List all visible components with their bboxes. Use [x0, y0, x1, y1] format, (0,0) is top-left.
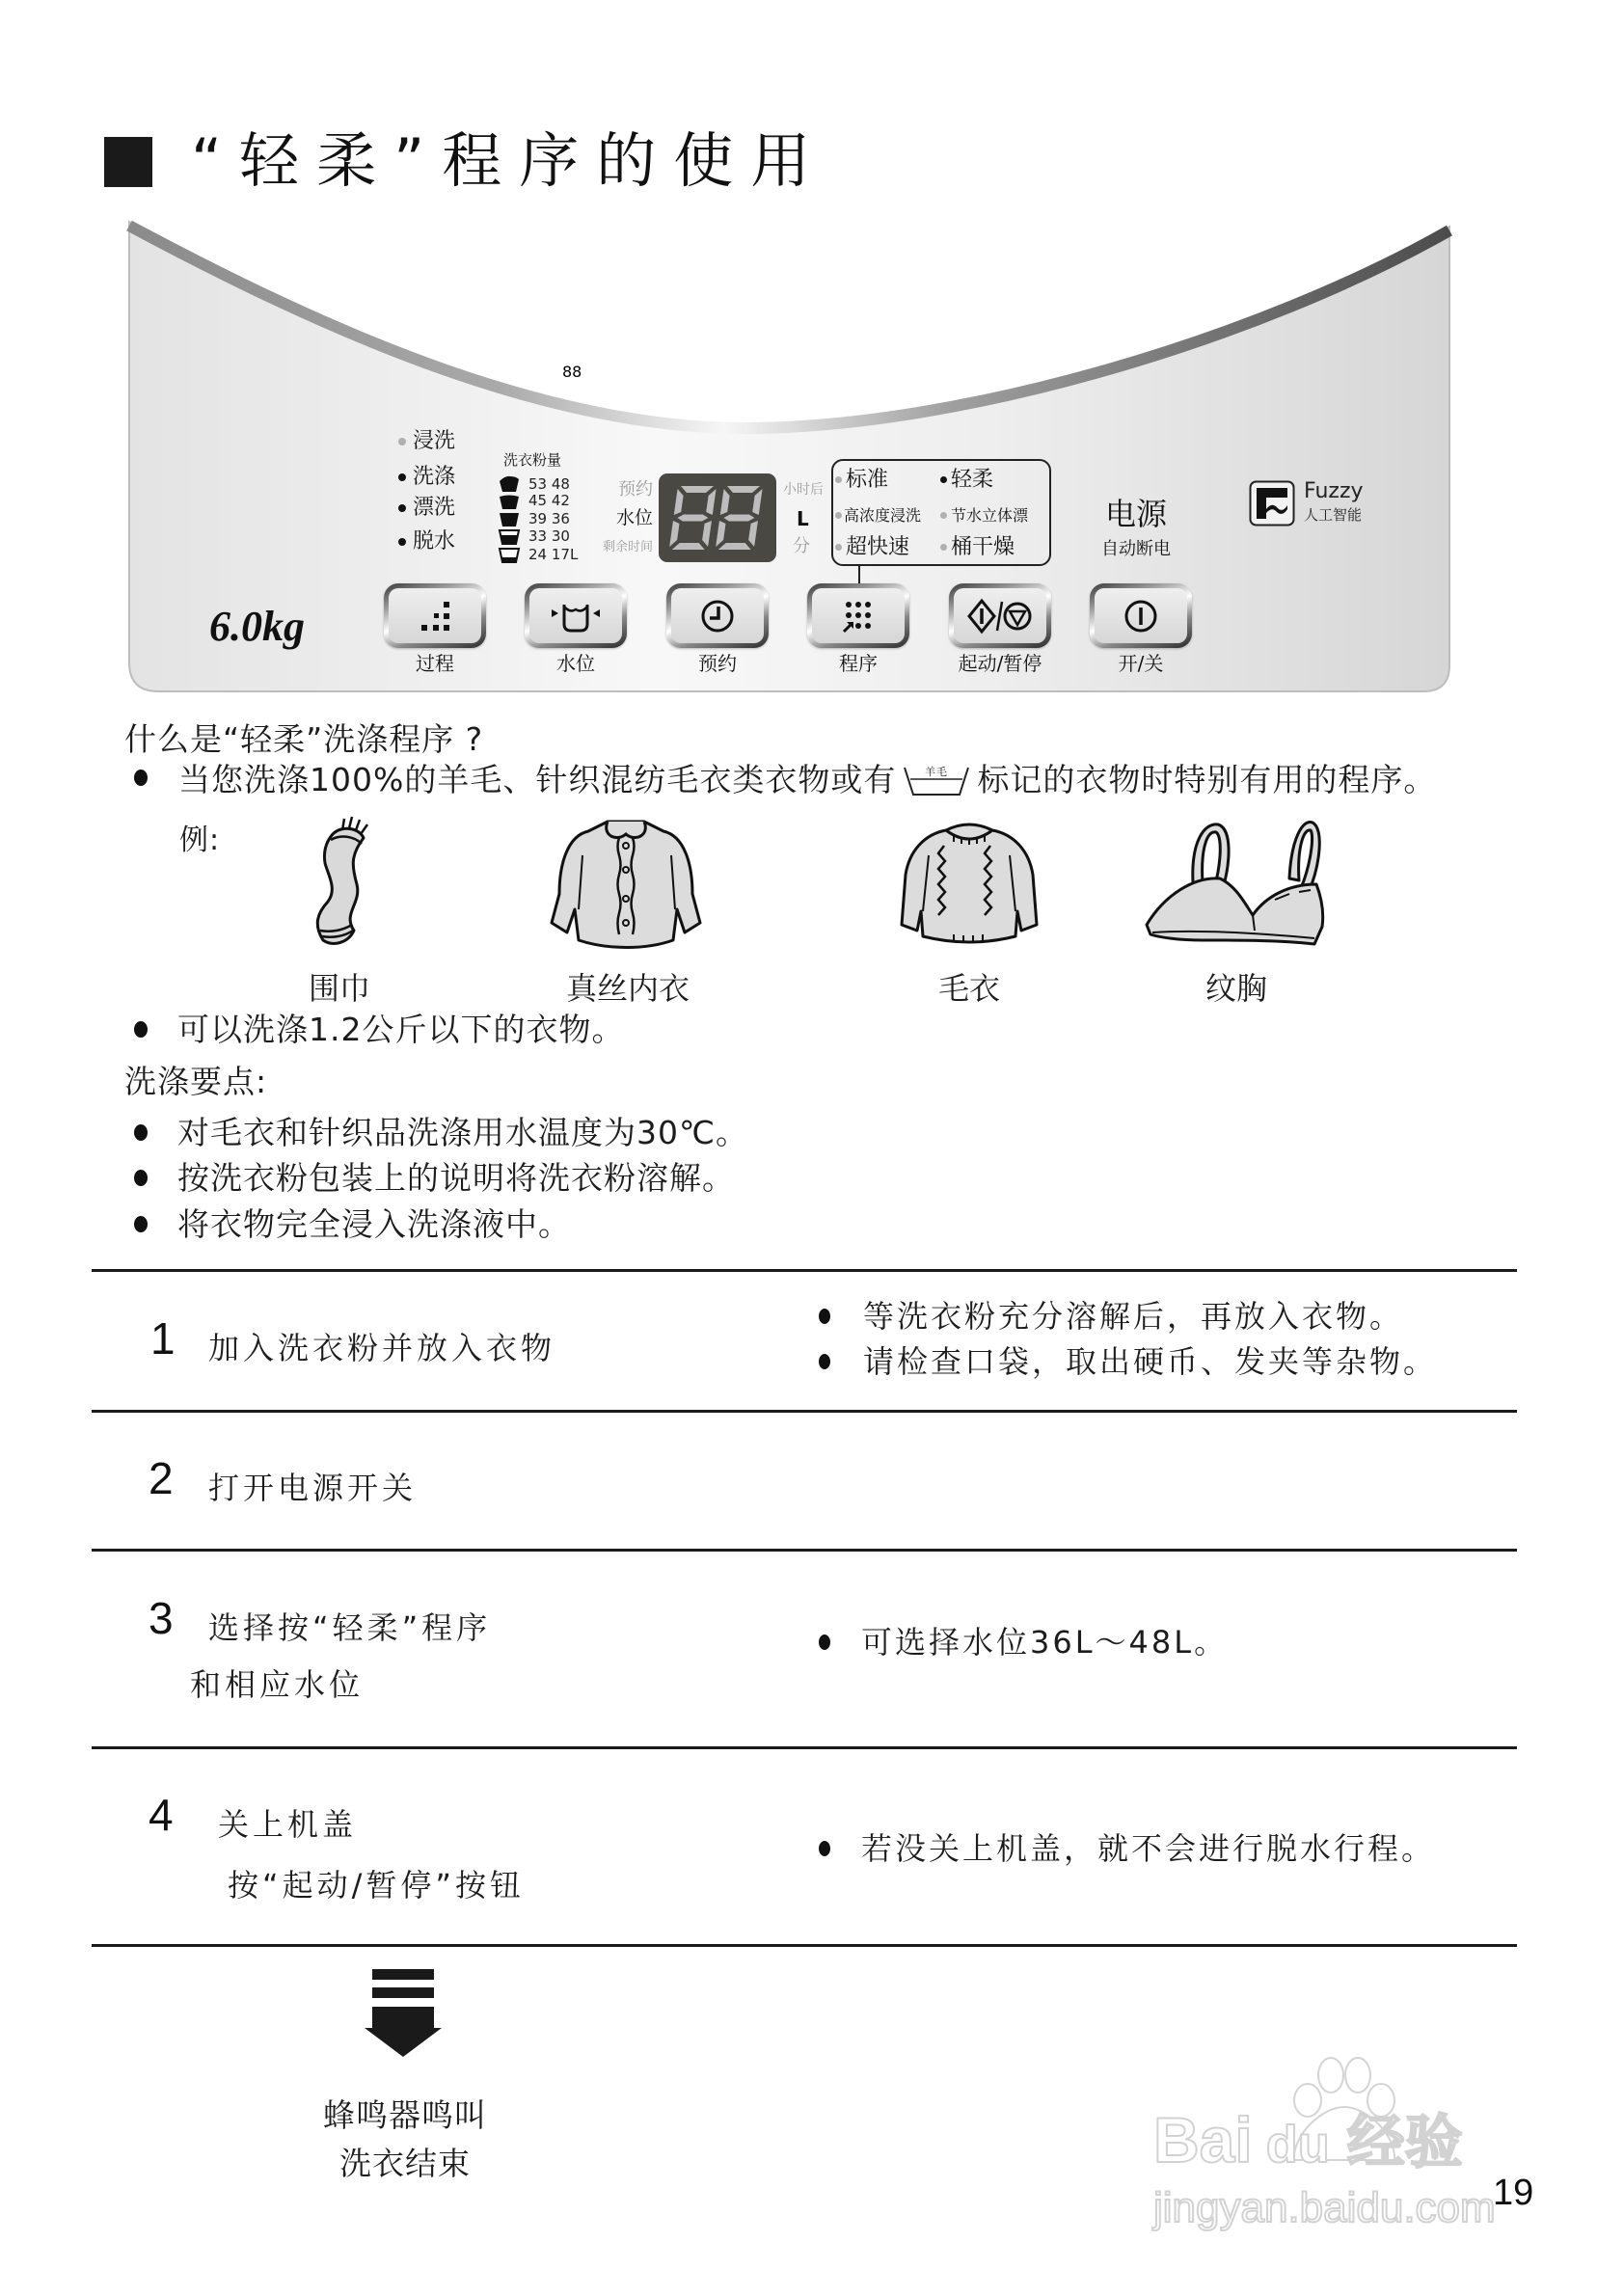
display-label-minutes: 分 — [793, 536, 810, 556]
cup-full-icon — [498, 493, 521, 510]
bullet-icon — [819, 1841, 830, 1856]
fuzzy-subtitle: 人工智能 — [1304, 506, 1363, 524]
page-number: 19 — [1493, 2173, 1534, 2213]
page-title: “轻柔”程序的使用 — [191, 125, 828, 196]
display-label-reserve: 预约 — [618, 479, 653, 500]
wool-icon-label: 羊毛 — [925, 766, 949, 778]
fuzzy-logo-icon — [1249, 480, 1295, 527]
program-grid-icon — [839, 597, 878, 635]
silk-blouse-icon — [550, 817, 702, 950]
process-button — [384, 583, 486, 648]
program-button-label: 程序 — [839, 652, 878, 675]
cup-half-icon — [498, 527, 521, 545]
indicator-dot-soak — [398, 438, 406, 446]
intro-bullet-weight: 可以洗涤1.2公斤以下的衣物。 — [177, 1011, 625, 1048]
power-icon — [1122, 597, 1160, 635]
cup-low-icon — [498, 546, 521, 563]
detergent-row-3: 39 36 — [528, 510, 570, 527]
intro-question: 什么是“轻柔”洗涤程序 ? — [124, 720, 484, 758]
program-dot-tub-dry — [940, 544, 947, 551]
display-label-liters: L — [797, 507, 809, 530]
step-divider — [92, 1549, 1517, 1552]
led-digits: 88 — [562, 363, 582, 381]
reserve-button — [666, 583, 769, 648]
program-concentrated-soak: 高浓度浸洗 — [844, 506, 922, 525]
detergent-row-1: 53 48 — [528, 475, 570, 493]
indicator-dot-spin — [398, 538, 406, 546]
process-button-label: 过程 — [416, 652, 454, 675]
cup-full-icon — [498, 510, 521, 527]
indicator-dot-wash — [398, 473, 406, 481]
watermark-brand — [1153, 2104, 1463, 2175]
display-label-water-level: 水位 — [615, 507, 653, 528]
intro-bullet-main-after: 标记的衣物时特别有用的程序。 — [977, 761, 1437, 798]
indicator-label-soak: 浸洗 — [413, 429, 456, 453]
step-instruction: 打开电源开关 — [208, 1470, 418, 1506]
step-number: 1 — [150, 1313, 176, 1364]
example-silk-blouse-label: 真丝内衣 — [565, 970, 690, 1007]
reserve-button-label: 预约 — [698, 652, 737, 675]
tip-item: 将衣物完全浸入洗涤液中。 — [177, 1205, 571, 1243]
bullet-icon — [819, 1634, 830, 1650]
finish-line-done: 洗衣结束 — [339, 2145, 471, 2182]
program-dot-water-saving-rinse — [940, 512, 947, 519]
step-instruction: 选择按“轻柔”程序 — [208, 1609, 492, 1646]
capacity-label: 6.0kg — [209, 603, 305, 650]
clock-icon — [698, 597, 737, 635]
bullet-icon — [134, 1021, 148, 1038]
step-instruction: 按“起动/暂停”按钮 — [228, 1867, 525, 1904]
start-pause-button-label: 起动/暂停 — [958, 652, 1042, 675]
indicator-label-spin: 脱水 — [413, 529, 456, 554]
step-note: 可选择水位36L～48L。 — [861, 1624, 1229, 1661]
bullet-icon — [134, 1170, 148, 1186]
start-pause-icon — [968, 597, 1032, 635]
water-level-button-label: 水位 — [556, 652, 595, 675]
step-number: 2 — [149, 1453, 174, 1503]
example-sweater-label: 毛衣 — [937, 970, 1000, 1007]
power-button — [1090, 583, 1192, 648]
program-gentle: 轻柔 — [951, 468, 994, 492]
example-label: 例: — [179, 824, 221, 857]
start-pause-button — [949, 583, 1051, 648]
step-divider — [92, 1944, 1517, 1947]
step-number: 3 — [149, 1593, 174, 1643]
wool-wash-tub-icon — [902, 762, 971, 801]
step-note: 请检查口袋，取出硬币、发夹等杂物。 — [863, 1343, 1438, 1380]
indicator-label-rinse: 漂洗 — [413, 496, 456, 520]
detergent-title: 洗衣粉量 — [503, 451, 562, 469]
sweater-icon — [900, 817, 1039, 948]
water-level-button — [525, 583, 627, 648]
display-label-remaining-time: 剩余时间 — [602, 540, 653, 554]
watermark-url: jingyan.baidu.com — [1153, 2184, 1496, 2231]
program-standard: 标准 — [846, 468, 889, 492]
watermark-brand-bai: Bai — [1153, 2104, 1253, 2175]
power-subtitle: 自动断电 — [1101, 539, 1171, 559]
program-dot-quick — [835, 544, 842, 551]
water-level-icon — [549, 597, 603, 635]
program-tub-dry: 桶干燥 — [951, 535, 1015, 559]
indicator-label-wash: 洗涤 — [413, 465, 456, 489]
detergent-row-2: 45 42 — [528, 492, 570, 509]
detergent-row-4: 33 30 — [528, 527, 570, 545]
scarf-icon — [304, 817, 373, 948]
program-dot-standard — [835, 476, 842, 483]
cup-heaped-icon — [498, 475, 521, 493]
bra-icon — [1145, 817, 1324, 950]
step-divider — [92, 1410, 1517, 1413]
down-arrow-icon — [365, 1969, 442, 2058]
bullet-icon — [819, 1354, 830, 1369]
detergent-row-5: 24 17L — [528, 546, 579, 563]
intro-bullet-main-before: 当您洗涤100%的羊毛、针织混纺毛衣类衣物或有 — [178, 761, 897, 798]
power-button-label: 开/关 — [1118, 652, 1164, 675]
bullet-icon — [134, 1124, 148, 1141]
finish-line-beeper: 蜂鸣器鸣叫 — [323, 2096, 487, 2134]
power-title: 电源 — [1104, 496, 1167, 532]
example-scarf-label: 围巾 — [308, 970, 370, 1007]
intro-bullet-main — [178, 762, 1436, 801]
process-dots-icon — [416, 597, 454, 635]
tips-title: 洗涤要点: — [124, 1063, 268, 1100]
program-dot-gentle — [940, 476, 947, 483]
bullet-icon — [134, 1216, 148, 1232]
example-bra-label: 纹胸 — [1204, 970, 1267, 1007]
tip-item: 按洗衣粉包装上的说明将洗衣粉溶解。 — [177, 1159, 735, 1197]
fuzzy-title: Fuzzy — [1304, 479, 1364, 503]
tip-item: 对毛衣和针织品洗涤用水温度为30℃。 — [177, 1114, 749, 1151]
step-number: 4 — [149, 1790, 174, 1840]
display-label-hours-later: 小时后 — [783, 482, 824, 498]
watermark-brand-cn: 经验 — [1346, 2110, 1463, 2174]
step-note: 等洗衣粉充分溶解后，再放入衣物。 — [863, 1298, 1404, 1335]
step-divider — [92, 1269, 1517, 1272]
program-button — [807, 583, 909, 648]
step-divider — [92, 1746, 1517, 1749]
step-note: 若没关上机盖，就不会进行脱水行程。 — [861, 1830, 1436, 1867]
bullet-icon — [819, 1309, 830, 1324]
watermark-brand-du: du — [1265, 2116, 1330, 2174]
program-water-saving-rinse: 节水立体漂 — [951, 506, 1029, 525]
indicator-dot-rinse — [398, 504, 406, 512]
bullet-icon — [134, 770, 148, 786]
step-instruction: 加入洗衣粉并放入衣物 — [208, 1330, 556, 1366]
step-instruction: 关上机盖 — [218, 1806, 358, 1843]
program-quick: 超快速 — [846, 535, 910, 559]
program-dot-concentrated-soak — [835, 512, 842, 519]
step-instruction: 和相应水位 — [190, 1666, 365, 1703]
